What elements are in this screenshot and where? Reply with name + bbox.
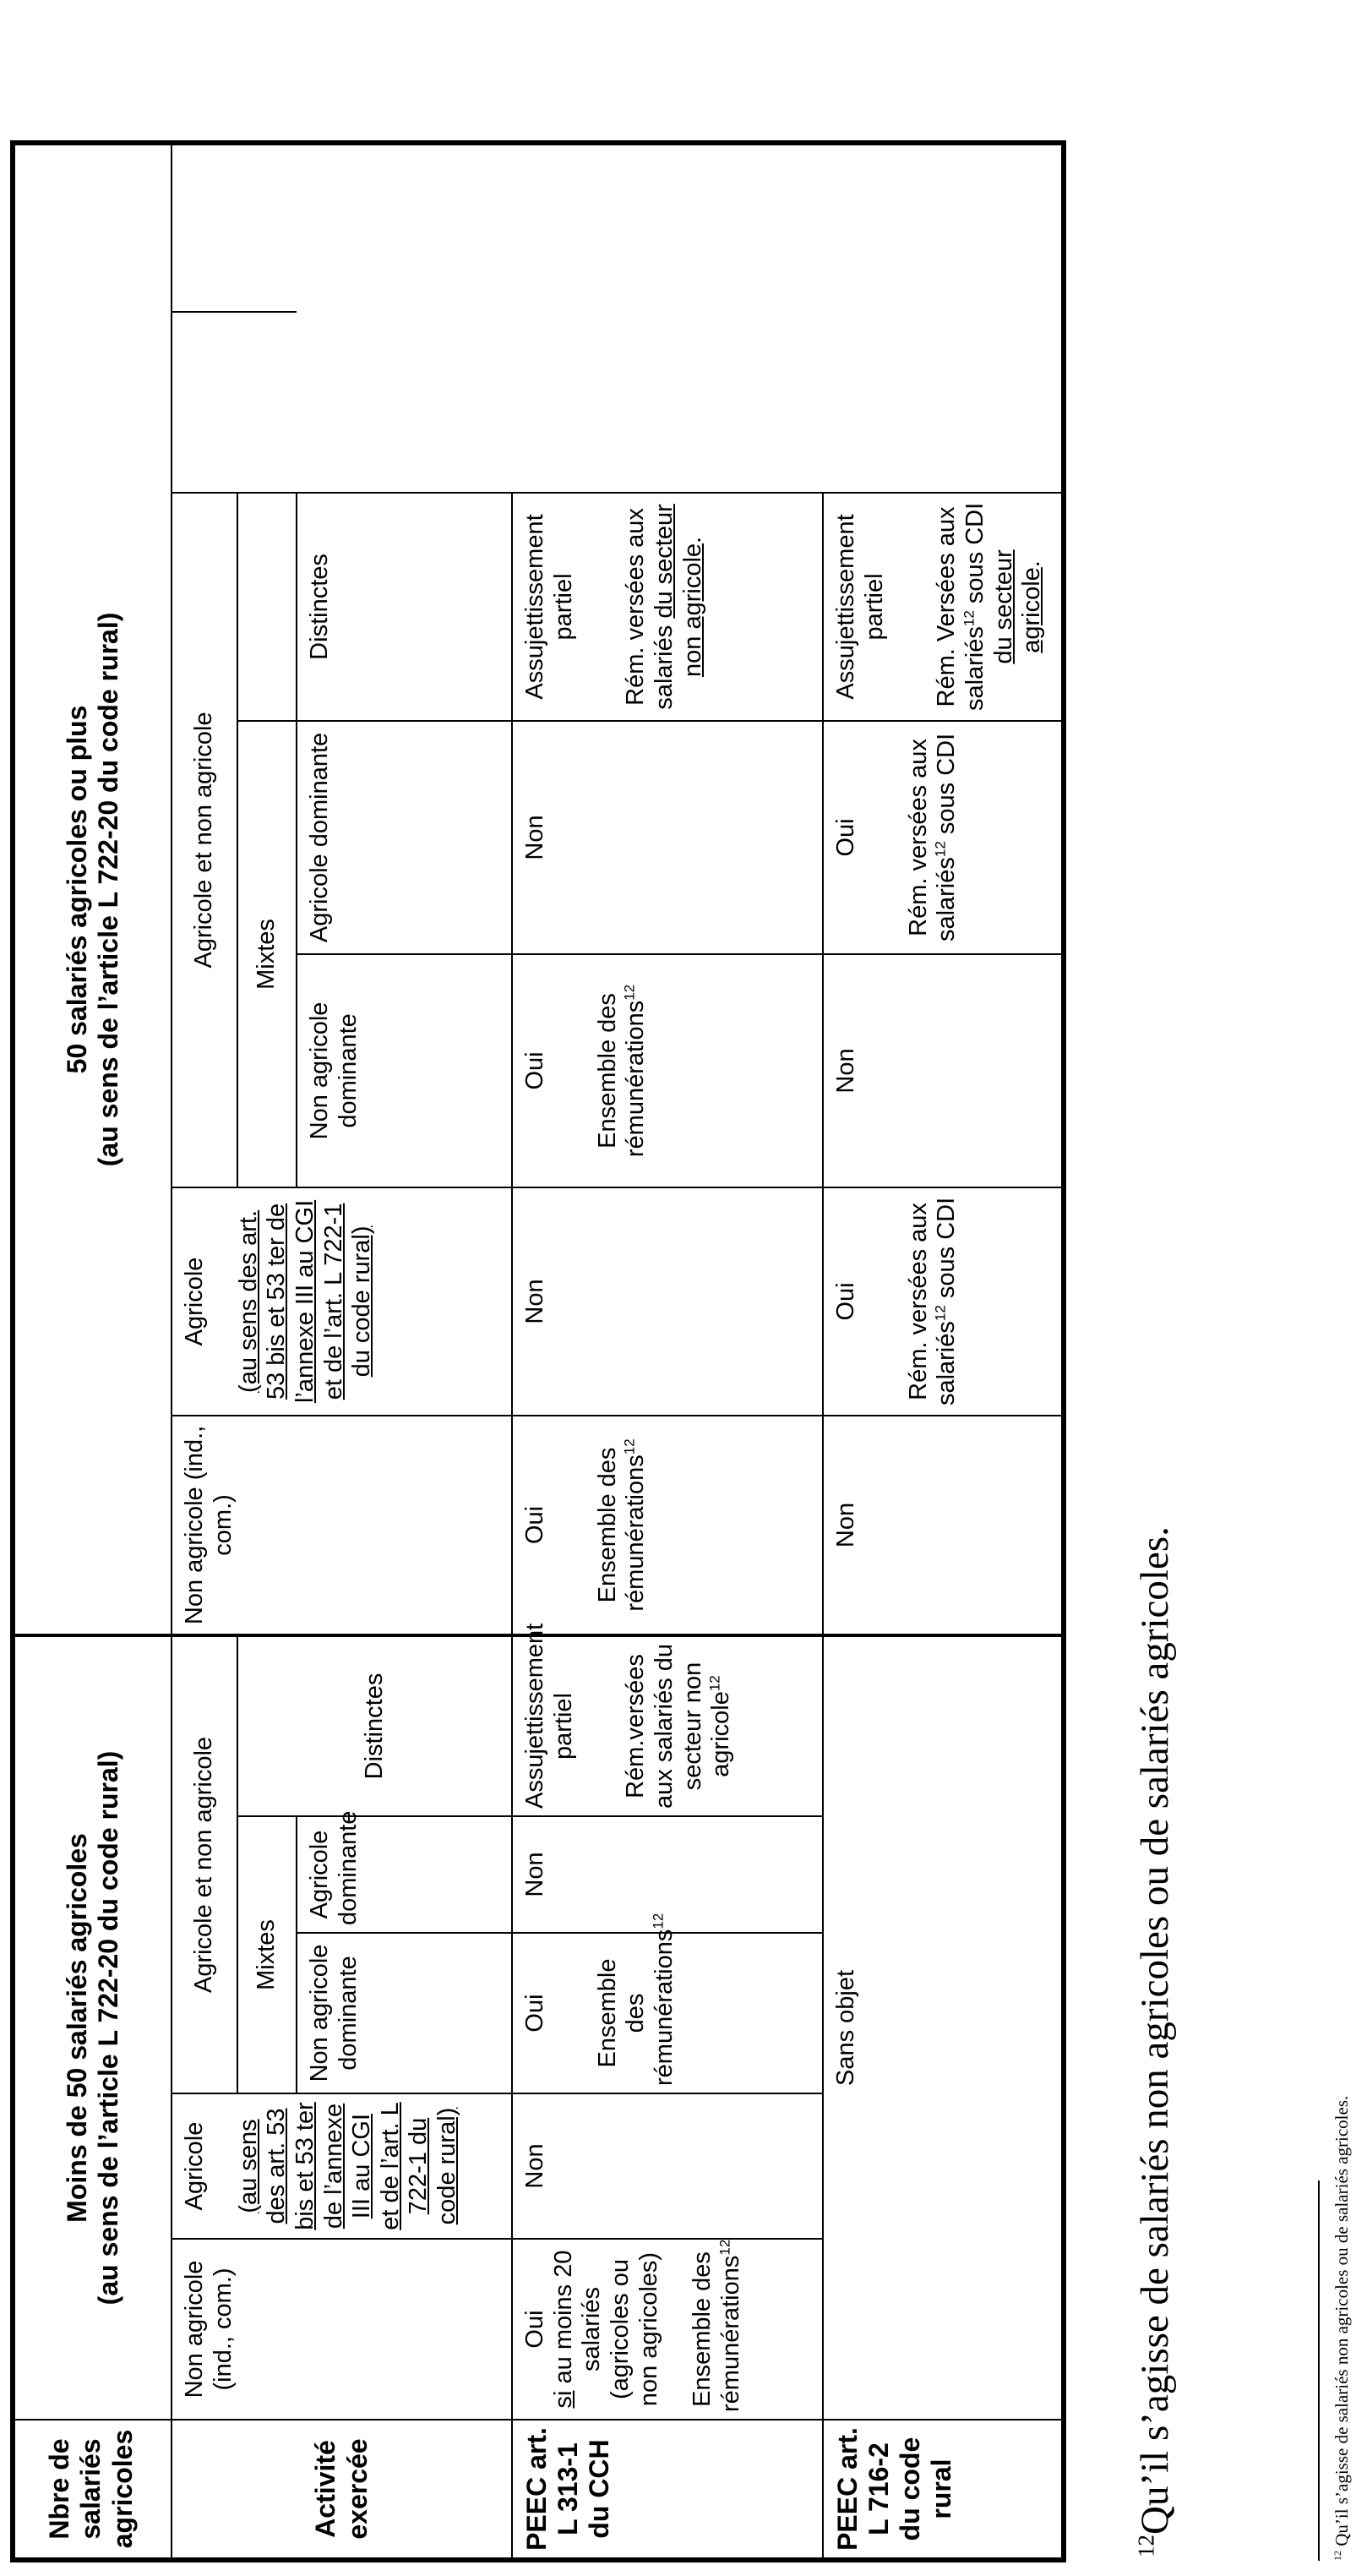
under50-col-agri-non-agri: Agricole et non agricole [172, 1635, 237, 2093]
over50-header [13, 143, 172, 1635]
corner-header: Nbre de salariés agricoles [13, 2420, 172, 2560]
rural-over50-mixte-agri: Oui Rém. versées aux salariés$^{12}$ sous CDI [823, 721, 1064, 954]
over50-col-agri-non-agri: Agricole et non agricole [172, 493, 237, 1187]
rural-over50-mixte-non-agri: Non [823, 954, 1064, 1187]
over50-agricole-note: (au sens des art. 53 bis et 53 ter de l’annexe III au CGI et de l’art. L 722-1 du code rural) [234, 1199, 376, 1404]
cch-over50-mixte-agri: Non [512, 721, 823, 954]
under50-col-distinctes: Distinctes [237, 1635, 512, 1816]
under50-col-non-agri-dominante: Non agricole dominante [297, 1933, 512, 2093]
cch-over50-non-agricole: Oui Ensemble des rémunérations$^{12}$ [512, 1416, 823, 1635]
cch-over50-distinctes: Assujettissement partiel Rém. versées aux salariés du secteur non agricole. [512, 493, 823, 721]
cch-under50-mixte-non-agri: Oui Ensemble des rémunérations$^{12}$ [512, 1933, 823, 2093]
cch-under50-mixte-agri: Non [512, 1816, 823, 1933]
over50-col-distinctes: Distinctes [297, 493, 512, 721]
peec-table [10, 140, 1066, 2562]
rural-under50-all: Sans objet [823, 1635, 1064, 2420]
under50-agricole-note: (au sens des art. 53 bis et 53 ter de l’annexe III au CGI et de l’art. L 722-1 du code rural) [234, 2102, 460, 2230]
over50-title: 50 salariés agricoles ou plus [61, 705, 92, 1074]
rural-over50-agricole: Oui Rém. versées aux salariés$^{12}$ sous CDI [823, 1187, 1064, 1416]
under50-header [13, 1635, 172, 2420]
rural-over50-distinctes: Assujettissement partiel Rém. Versées aux salariés$^{12}$ sous CDI du secteur agricole. [823, 493, 1064, 721]
under50-col-agri-dominante: Agricole dominante [297, 1816, 512, 1933]
under50-col-mixtes: Mixtes [237, 1816, 297, 2093]
footnote-rule [1318, 2180, 1320, 2561]
activity-header: Activité exercée [172, 2420, 512, 2560]
cch-under50-distinctes: Assujettissement partiel Rém.versées aux salariés du secteur non agricole$^{12}$ [512, 1635, 823, 1816]
under50-title: Moins de 50 salariés agricoles [61, 1833, 92, 2223]
cch-over50-agricole: Non [512, 1187, 823, 1416]
footnote-text: Qu’il s’agisse de salariés non agricoles ou de salariés agricoles. [1133, 1526, 1177, 2535]
over50-col-agricole: Agricole (au sens des art. 53 bis et 53 ter de l’annexe III au CGI et de l’art. L 722-1 du code rural) [172, 1187, 512, 1416]
footnote-small [1331, 2096, 1353, 2561]
cch-under50-non-agricole: Oui si au moins 20 salariés (agricoles ou non agricoles) Ensemble des rémunérations$^{12}$ [512, 2239, 823, 2420]
footnote-small-text: Qu’il s’agisse de salariés non agricoles ou de salariés agricoles. [1331, 2095, 1352, 2546]
row-label-peec-rural: PEEC art. L 716-2 du code rural [823, 2420, 1064, 2560]
over50-col-non-agri-dominante: Non agricole dominante [297, 954, 512, 1187]
under50-col-non-agricole: Non agricole (ind., com.) [172, 2239, 512, 2420]
under50-subtitle: (au sens de l’article L 722-20 du code rural) [93, 1750, 123, 2306]
row-label-peec-cch: PEEC art. L 313-1 du CCH [512, 2420, 823, 2560]
cch-over50-mixte-non-agri: Oui Ensemble des rémunérations$^{12}$ [512, 954, 823, 1187]
over50-col-agri-dominante: Agricole dominante [297, 721, 512, 954]
cch-under50-agricole: Non [512, 2093, 823, 2239]
over50-col-non-agricole: Non agricole (ind., com.) [172, 1416, 512, 1635]
footnote-number: 12 [1133, 2535, 1159, 2557]
under50-col-agricole: Agricole (au sens des art. 53 bis et 53 ter de l’annexe III au CGI et de l’art. L 722-1 du code rural) [172, 2093, 512, 2239]
footnote-large [1132, 1526, 1178, 2557]
rural-over50-non-agricole: Non [823, 1416, 1064, 1635]
over50-col-mixtes: Mixtes [237, 721, 297, 1187]
footnote-small-number: 12 [1331, 2551, 1343, 2561]
over50-subtitle: (au sens de l’article L 722-20 du code rural) [93, 612, 123, 1167]
over50-empty-cell [172, 312, 297, 493]
